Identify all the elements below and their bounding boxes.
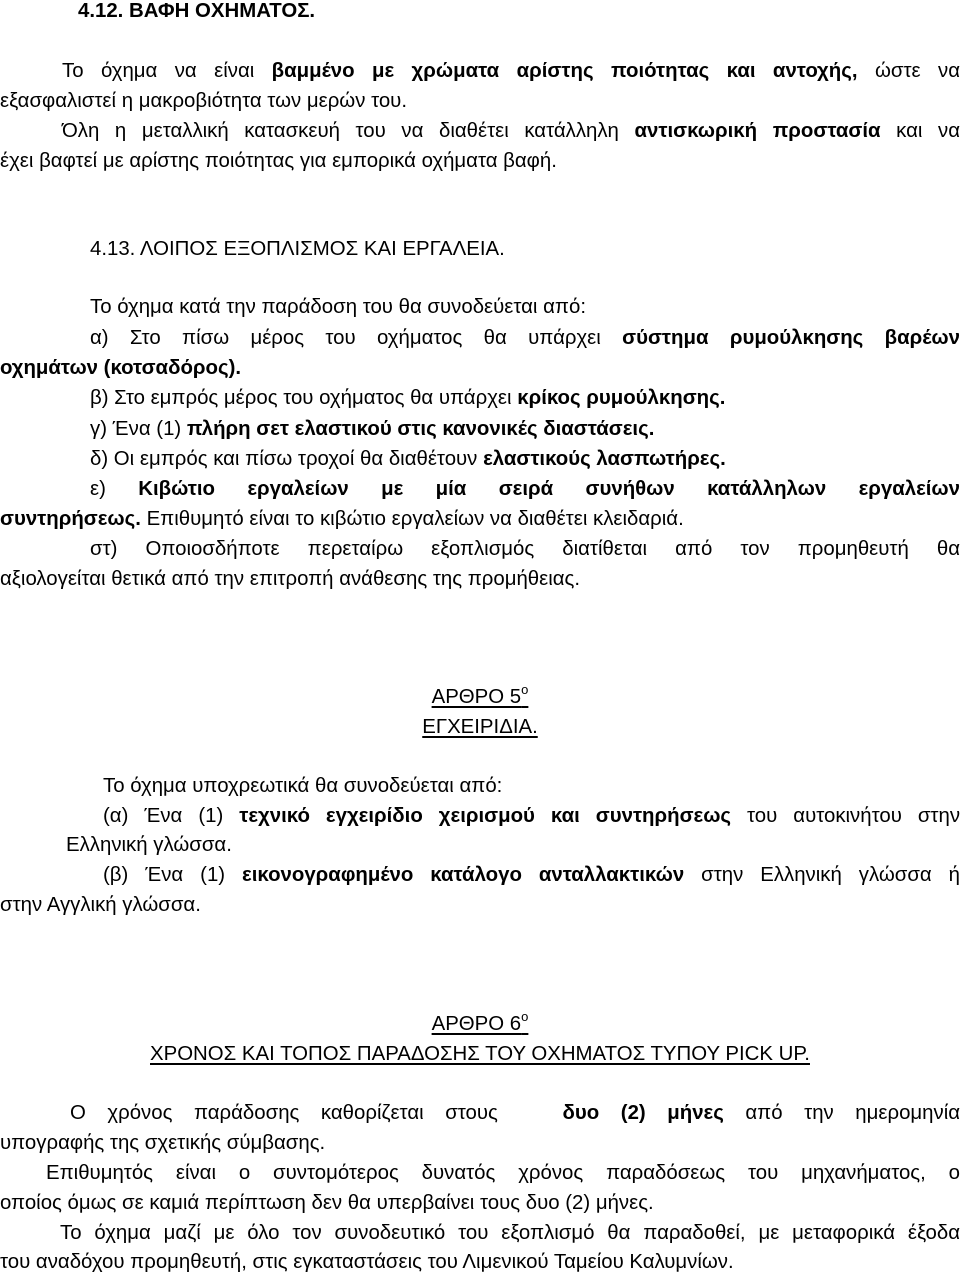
list-item: Ελληνική γλώσσα.: [66, 834, 232, 856]
list-item: γ) Ένα (1) πλήρη σετ ελαστικού στις κανονικές διαστάσεις.: [90, 418, 655, 440]
list-item: συντηρήσεως. Επιθυμητό είναι το κιβώτιο εργαλείων να διαθέτει κλειδαριά.: [0, 508, 684, 530]
list-item: στ) Οποιοσδήποτε περεταίρω εξοπλισμός διατίθεται από τον προμηθευτή θα: [90, 538, 960, 560]
list-item: στην Αγγλική γλώσσα.: [0, 894, 201, 916]
paragraph-line: Το όχημα να είναι βαμμένο με χρώματα αρίστης ποιότητας και αντοχής, ώστε να: [62, 60, 960, 82]
superscript: ο: [521, 1009, 529, 1025]
list-item: οχημάτων (κοτσαδόρος).: [0, 357, 242, 379]
list-item: (α) Ένα (1) τεχνικό εγχειρίδιο χειρισμού και συντηρήσεως του αυτοκινήτου στην: [103, 805, 960, 827]
paragraph-line: Επιθυμητός είναι ο συντομότερος δυνατός χρόνος παραδόσεως του μηχανήματος, ο: [46, 1162, 960, 1184]
paragraph-line: Το όχημα μαζί με όλο τον συνοδευτικό του εξοπλισμό θα παραδοθεί, με μεταφορικά έξοδα: [60, 1222, 960, 1244]
list-item: ε) Κιβώτιο εργαλείων με μία σειρά συνήθων κατάλληλων εργαλείων: [90, 478, 960, 500]
list-item: (β) Ένα (1) εικονογραφημένο κατάλογο ανταλλακτικών στην Ελληνική γλώσσα ή: [103, 864, 960, 886]
paragraph-line: του αναδόχου προμηθευτή, στις εγκαταστάσεις του Λιμενικού Ταμείου Καλυμνίων.: [0, 1251, 734, 1273]
paragraph-line: Ο χρόνος παράδοσης καθορίζεται στους δυο (2) μήνες από την ημερομηνία: [70, 1102, 960, 1124]
list-item: α) Στο πίσω μέρος του οχήματος θα υπάρχει σύστημα ρυμούλκησης βαρέων: [90, 327, 960, 349]
list-item: δ) Οι εμπρός και πίσω τροχοί θα διαθέτουν ελαστικούς λασπωτήρες.: [90, 448, 726, 470]
list-item: β) Στο εμπρός μέρος του οχήματος θα υπάρχει κρίκος ρυμούλκησης.: [90, 387, 726, 409]
paragraph-line: Όλη η μεταλλική κατασκευή του να διαθέτει κατάλληλη αντισκωρική προστασία και να: [62, 120, 960, 142]
section-heading-4-13: 4.13. ΛΟΙΠΟΣ ΕΞΟΠΛΙΣΜΟΣ ΚΑΙ ΕΡΓΑΛΕΙΑ.: [90, 238, 505, 260]
article-5-subtitle: ΕΓΧΕΙΡΙΔΙΑ.: [422, 716, 538, 738]
paragraph-line: οποίος όμως σε καμιά περίπτωση δεν θα υπερβαίνει τους δυο (2) μήνες.: [0, 1192, 654, 1214]
superscript: ο: [521, 682, 529, 698]
paragraph-line: έχει βαφτεί με αρίστης ποιότητας για εμπορικά οχήματα βαφή.: [0, 150, 557, 172]
paragraph-line: εξασφαλιστεί η μακροβιότητα των μερών του.: [0, 90, 407, 112]
paragraph-line: Το όχημα υποχρεωτικά θα συνοδεύεται από:: [103, 775, 503, 797]
section-heading-4-12: 4.12. ΒΑΦΗ ΟΧΗΜΑΤΟΣ.: [78, 0, 316, 22]
paragraph-line: υπογραφής της σχετικής σύμβασης.: [0, 1132, 326, 1154]
article-5-title: ΑΡΘΡΟ $5^o$: [431, 682, 529, 708]
article-6-subtitle: ΧΡΟΝΟΣ ΚΑΙ ΤΟΠΟΣ ΠΑΡΑΔΟΣΗΣ ΤΟΥ ΟΧΗΜΑΤΟΣ ΤΥΠΟΥ PICK UP.: [150, 1043, 810, 1065]
paragraph-line: Το όχημα κατά την παράδοση του θα συνοδεύεται από:: [90, 296, 586, 318]
list-item: αξιολογείται θετικά από την επιτροπή ανάθεσης της προμήθειας.: [0, 568, 581, 590]
article-6-title: ΑΡΘΡΟ $6^o$: [431, 1009, 529, 1035]
